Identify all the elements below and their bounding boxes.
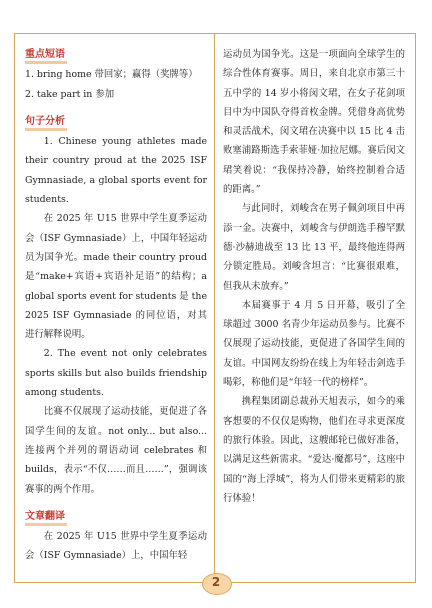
column-divider <box>214 33 215 582</box>
translation-title: 文章翻译 <box>25 507 65 527</box>
vocab-section <box>25 45 207 104</box>
translation-paragraph: 携程集团副总裁孙天旭表示，如今的乘客想要的不仅仅是购物，他们在寻求更深度的旅行体验。因此，这艘邮轮已做好准备，以满足这些新需求。“爱达·魔都号”，这座中国的“海上浮城”，将为人们带来更精彩的旅行体验！ <box>223 396 405 504</box>
translation-section <box>25 507 207 566</box>
left-column <box>25 45 207 566</box>
analysis-sentence-1: 1. Chinese young athletes made their country proud at the 2025 ISF Gymnasiade, a global sports event for students. <box>25 136 207 206</box>
analysis-title: 句子分析 <box>25 112 65 132</box>
analysis-section <box>25 112 207 499</box>
analysis-sentence-2: 2. The event not only celebrates sports skills but also builds friendship among students. <box>25 348 207 399</box>
page-number-badge <box>202 573 230 593</box>
vocab-item: 1. bring home 带回家；赢得（奖牌等） <box>25 69 198 81</box>
analysis-explanation-2: 比赛不仅展现了运动技能，更促进了各国学生间的友谊。not only... but also... 连接两个并列的谓语动词 celebrates 和 builds，表示“不仅……而且……”，强调该赛事的两个作用。 <box>25 406 207 495</box>
translation-paragraph-cont: 运动员为国争光。这是一项面向全球学生的综合性体育赛事。周日，来自北京市第三十五中学的 14 岁小将闵文珺，在女子花剑项目中为中国队夺得首枚金牌。凭借身高优势和灵活战术，闵文珺在决赛中以 15 比 4 击败塞浦路斯选手索菲娅·加拉尼娜。赛后闵文珺笑着说：“我保持冷静，始终控制着合适的距离。” <box>223 49 405 196</box>
vocab-title: 重点短语 <box>25 45 65 65</box>
analysis-explanation-1: 在 2025 年 U15 世界中学生夏季运动会（ISF Gymnasiade）上，中国年轻运动员为国争光。made their country proud 是“make+宾语+宾语补足语”的结构；a global sports event for students 是 the 2025 ISF Gymnasiade 的同位语，对其进行解释说明。 <box>25 213 207 341</box>
translation-paragraph: 本届赛事于 4 月 5 日开幕，吸引了全球超过 3000 名青少年运动员参与。比赛不仅展现了运动技能，更促进了各国学生间的友谊。中国网友纷纷在线上为年轻击剑选手喝彩，称他们是“年轻一代的榜样”。 <box>223 299 405 389</box>
page-number: 2 <box>211 575 221 589</box>
translation-paragraph-start: 在 2025 年 U15 世界中学生夏季运动会（ISF Gymnasiade）上，中国年轻 <box>25 531 207 562</box>
translation-paragraph: 与此同时，刘峻含在男子佩剑项目中再添一金。决赛中，刘峻含与伊朗选手穆罕默德·沙赫迪战至 13 比 13 平，最终他连得两分锁定胜局。刘峻含坦言：“比赛很艰难，但我从未放弃。” <box>223 203 405 292</box>
right-column <box>223 45 405 508</box>
vocab-item: 2. take part in 参加 <box>25 88 115 100</box>
